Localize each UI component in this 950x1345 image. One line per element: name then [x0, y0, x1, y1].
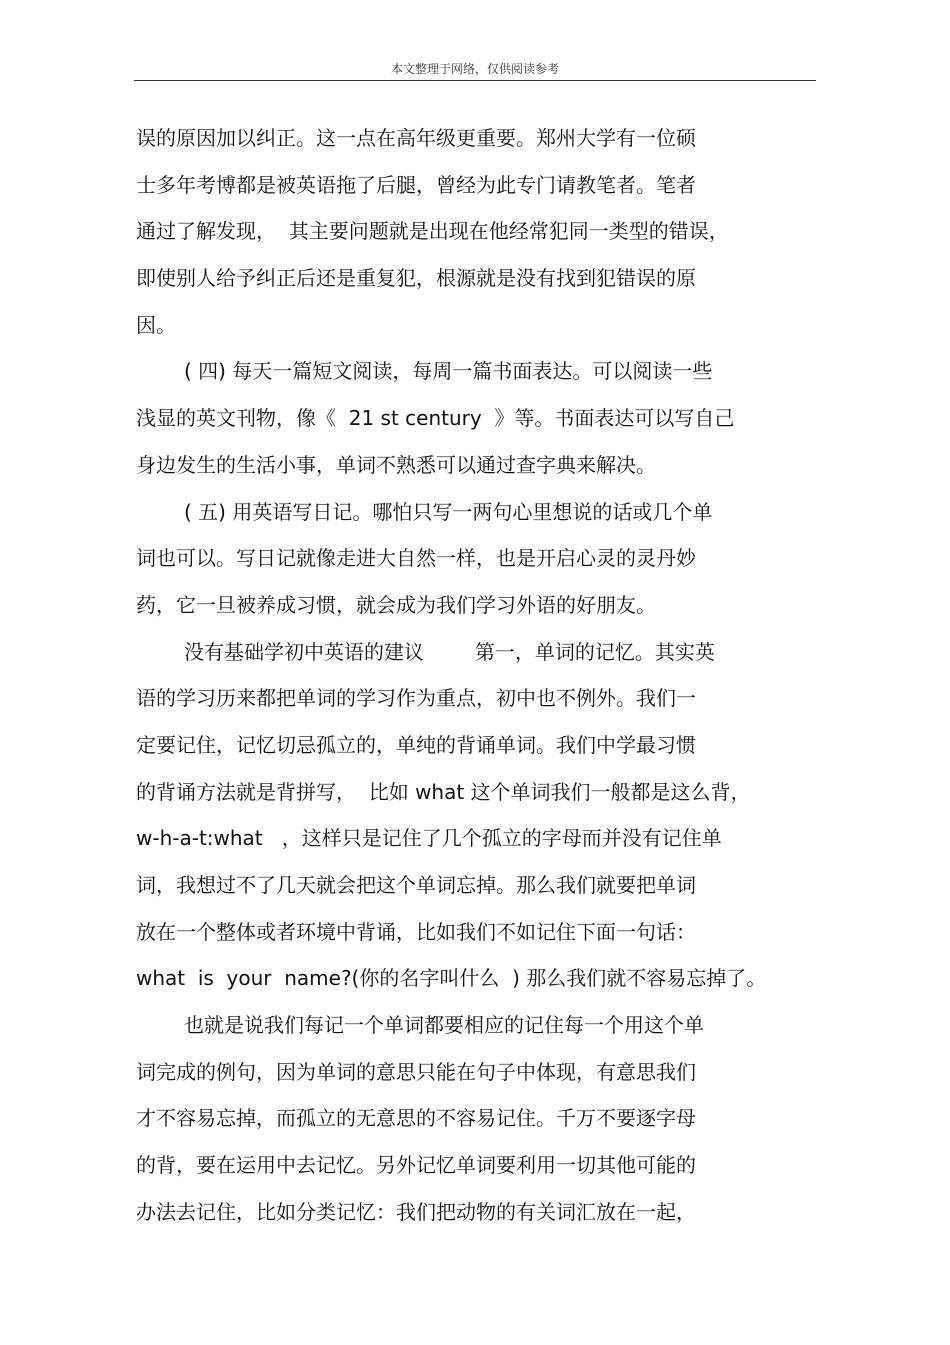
text-line: 士多年考博都是被英语拖了后腿，曾经为此专门请教笔者。笔者	[136, 172, 696, 197]
text-line: 浅显的英文刊物，像《 21 st century 》等。书面表达可以写自己	[136, 406, 735, 431]
text-line: 药，它一旦被养成习惯，就会成为我们学习外语的好朋友。	[136, 592, 656, 617]
text-line: 词完成的例句，因为单词的意思只能在句子中体现，有意思我们	[136, 1059, 696, 1084]
text-line: 没有基础学初中英语的建议 第一，单词的记忆。其实英	[184, 639, 715, 664]
text-line: 通过了解发现， 其主要问题就是出现在他经常犯同一类型的错误，	[136, 219, 729, 244]
text-line: ( 四) 每天一篇短文阅读，每周一篇书面表达。可以阅读一些	[184, 359, 713, 384]
text-line: 办法去记住，比如分类记忆：我们把动物的有关词汇放在一起，	[136, 1199, 696, 1224]
text-line: w-h-a-t:what ，这样只是记住了几个孤立的字母而并没有记住单	[136, 826, 722, 851]
text-line: 词也可以。写日记就像走进大自然一样，也是开启心灵的灵丹妙	[136, 546, 696, 571]
text-line: 才不容易忘掉，而孤立的无意思的不容易记住。千万不要逐字母	[136, 1106, 696, 1131]
header-divider	[134, 80, 816, 81]
text-line: 身边发生的生活小事，单词不熟悉可以通过查字典来解决。	[136, 452, 656, 477]
text-line: 的背诵方法就是背拼写， 比如 what 这个单词我们一般都是这么背，	[136, 779, 751, 804]
text-line: 定要记住，记忆切忌孤立的，单纯的背诵单词。我们中学最习惯	[136, 732, 696, 757]
text-line: ( 五) 用英语写日记。哪怕只写一两句心里想说的话或几个单	[184, 499, 713, 524]
body-text	[136, 115, 816, 1236]
text-line: 语的学习历来都把单词的学习作为重点，初中也不例外。我们一	[136, 686, 696, 711]
page-header: 本文整理于网络，仅供阅读参考	[390, 62, 559, 76]
text-line: 因。	[136, 312, 176, 337]
text-line: 误的原因加以纠正。这一点在高年级更重要。郑州大学有一位硕	[136, 126, 696, 150]
text-line: 放在一个整体或者环境中背诵，比如我们不如记住下面一句话：	[136, 919, 696, 944]
text-line: what is your name?(你的名字叫什么 ) 那么我们就不容易忘掉了。	[136, 966, 767, 991]
text-line: 的背，要在运用中去记忆。另外记忆单词要利用一切其他可能的	[136, 1153, 696, 1178]
text-line: 即使别人给予纠正后还是重复犯，根源就是没有找到犯错误的原	[136, 266, 696, 291]
text-line: 也就是说我们每记一个单词都要相应的记住每一个用这个单	[184, 1013, 704, 1038]
text-line: 词，我想过不了几天就会把这个单词忘掉。那么我们就要把单词	[136, 873, 696, 897]
